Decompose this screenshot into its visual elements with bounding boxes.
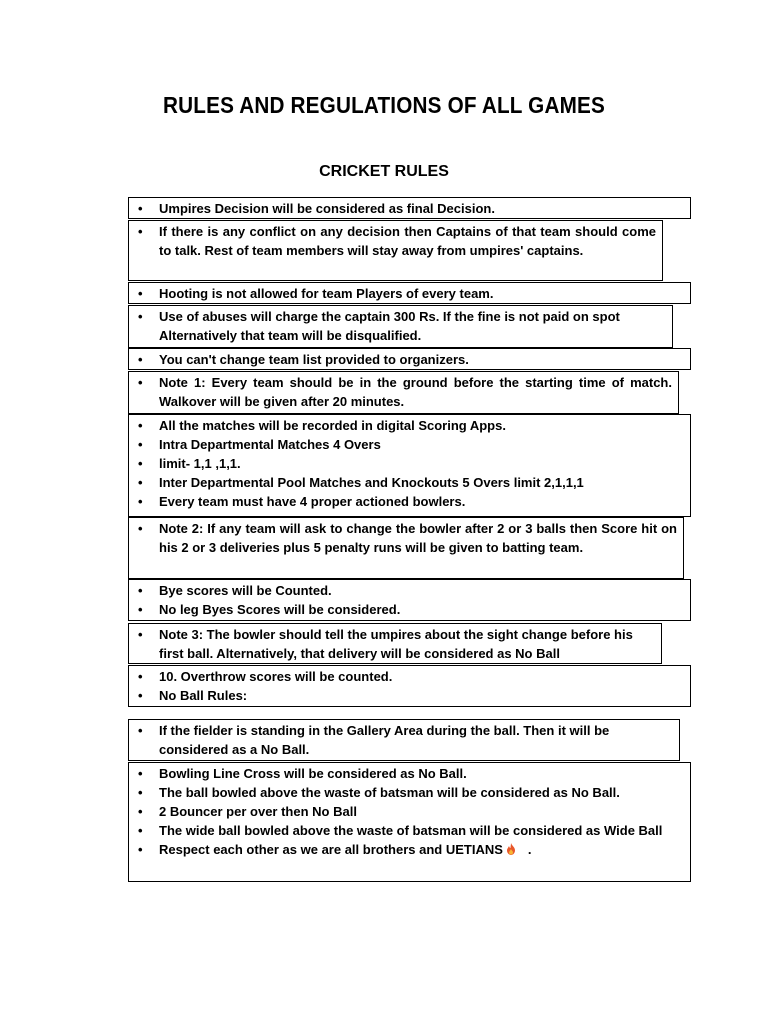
rule-box-5 [128,348,691,370]
rule-box-2 [128,220,663,281]
rule-box-1 [128,197,691,219]
rule-item: • Bowling Line Cross will be considered as No Ball. [135,764,684,783]
rule-item: • Bye scores will be Counted. [135,581,684,600]
rule-box-note-3 [128,623,662,664]
rule-item-suffix: . [527,842,532,857]
rule-item: • 10. Overthrow scores will be counted. [135,667,684,686]
rule-item: • All the matches will be recorded in digital Scoring Apps. [135,416,684,435]
rule-box-fielder [128,719,680,761]
rule-box-no-ball [128,762,691,882]
rule-item: • Note 2: If any team will ask to change the bowler after 2 or 3 balls then Score hit on his 2 or 3 deliveries plus 5 penalty runs will be given to batting team. [135,519,677,557]
rule-box-overthrow [128,665,691,707]
rule-item: • limit- 1,1 ,1,1. [135,454,684,473]
rule-item: • Inter Departmental Pool Matches and Knockouts 5 Overs limit 2,1,1,1 [135,473,684,492]
rule-item [135,840,684,859]
rule-box-note-1 [128,371,679,414]
rule-item: • Note 3: The bowler should tell the umpires about the sight change before his first ball. Alternatively, that delivery will be considered as No Ball [135,625,655,663]
rule-item: • The wide ball bowled above the waste of batsman will be considered as Wide Ball [135,821,684,840]
rule-box-matches [128,414,691,517]
rule-item: • 2 Bouncer per over then No Ball [135,802,684,821]
rule-item: • Hooting is not allowed for team Players of every team. [135,284,684,303]
section-title-cricket-rules: CRICKET RULES [319,163,449,180]
rule-item: • Every team must have 4 proper actioned bowlers. [135,492,684,511]
rule-item: • Umpires Decision will be considered as final Decision. [135,199,684,218]
rule-item: • You can't change team list provided to organizers. [135,350,684,369]
rule-item: • If there is any conflict on any decision then Captains of that team should come to talk. Rest of team members will stay away from umpires' captains. [135,222,656,260]
rule-item: • Note 1: Every team should be in the ground before the starting time of match. Walkover will be given after 20 minutes. [135,373,672,411]
rule-item: • If the fielder is standing in the Gallery Area during the ball. Then it will be considered as a No Ball. [135,721,673,759]
rule-item: • Use of abuses will charge the captain 300 Rs. If the fine is not paid on spot Alternatively that team will be disqualified. [135,307,666,345]
rule-box-4 [128,305,673,348]
rule-item: • No Ball Rules: [135,686,684,705]
rule-box-3 [128,282,691,304]
fire-icon [506,843,516,855]
rule-item-text: Respect each other as we are all brothers and UETIANS [159,842,503,857]
rule-box-byes [128,579,691,621]
rule-item: • Intra Departmental Matches 4 Overs [135,435,684,454]
page-title: RULES AND REGULATIONS OF ALL GAMES [163,92,605,118]
rule-box-note-2 [128,517,684,579]
rule-item: • No leg Byes Scores will be considered. [135,600,684,619]
rule-item: • The ball bowled above the waste of batsman will be considered as No Ball. [135,783,684,802]
